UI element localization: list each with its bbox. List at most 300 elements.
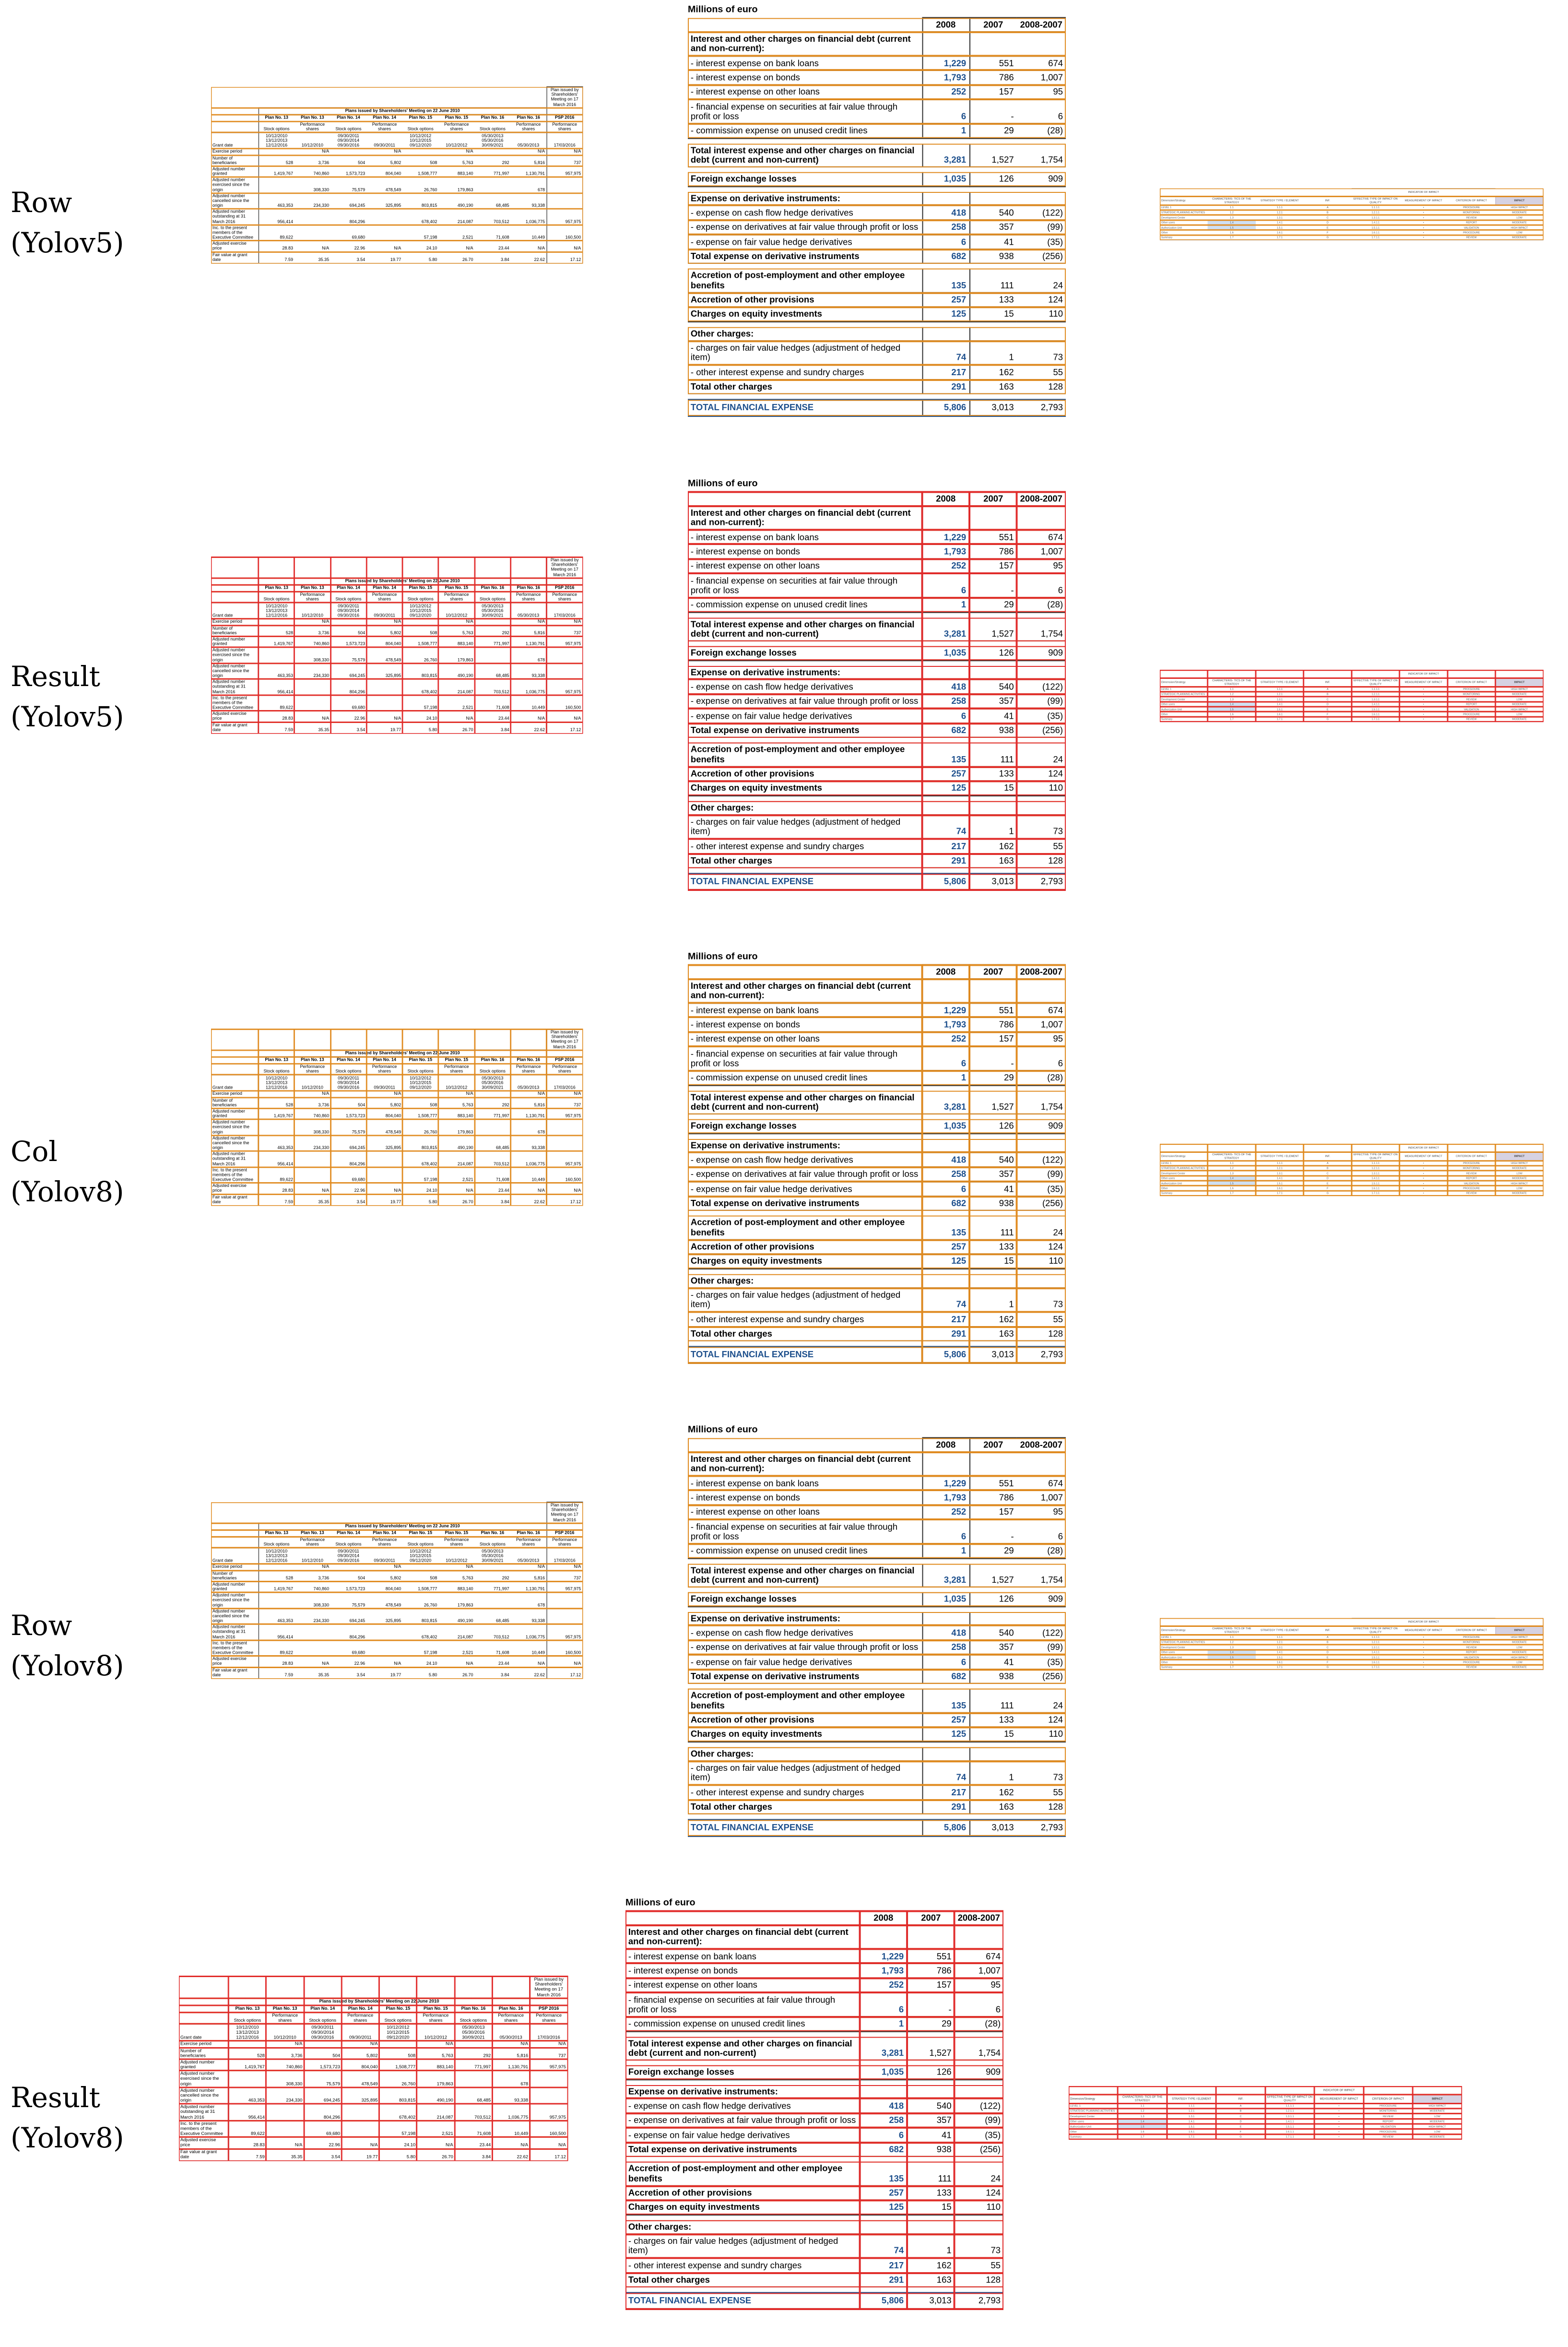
table-cell: • [1400,1166,1448,1171]
row-label-5 [11,2077,188,2158]
plan-type: Performance shares [438,592,474,603]
value-2008: 135 [922,1216,970,1240]
value-change: 73 [1017,1288,1066,1312]
table-row [688,801,1066,815]
plan-type: Performance shares [492,2012,530,2024]
value-2007: 29 [969,598,1017,612]
financial-expense-wrap-4 [688,1424,1066,1837]
plan-type: Performance shares [366,592,402,603]
value-2007: 133 [969,767,1017,781]
row-label: - other interest expense and sundry charges [688,839,922,853]
plan-header: Plan No. 13 [228,2005,266,2012]
table-cell [259,177,295,193]
col-header-change: 2008-2007 [1017,1438,1066,1452]
table-cell: A [1304,1635,1352,1639]
plan-header: Plan No. 14 [330,1530,366,1537]
impact-panel-3 [1160,1144,1544,1197]
value-change: 2,793 [1017,400,1066,415]
table-cell: 35.35 [266,2149,304,2161]
table-row [688,1216,1066,1240]
table-cell: REPORT [1448,1176,1496,1181]
row-label: Other charges: [688,327,922,341]
table-cell [228,2041,266,2048]
table-cell: G [1304,1665,1352,1670]
value-change: 6 [955,1992,1003,2017]
value-change: 124 [955,2186,1003,2200]
value-change: 909 [955,2065,1003,2079]
table-row [625,2128,1003,2142]
col-header-2007: 2007 [969,1438,1017,1452]
value-2007: 786 [907,1964,955,1978]
table-row [1160,1655,1544,1659]
table-cell: Other [1160,1660,1208,1665]
table-cell: 19.77 [342,2149,379,2161]
value-2008: 125 [922,1727,970,1742]
table-row [688,1312,1066,1327]
value-2007 [907,2085,955,2098]
value-change: (28) [1017,124,1066,138]
table-cell: 10/12/2012 [446,1085,468,1091]
value-change: 128 [1017,1327,1066,1341]
table-row [211,663,583,679]
table-cell: 1,130,791 [508,2064,529,2070]
table-cell: • [1400,692,1448,697]
column-header: CRITERION OF IMPACT [1448,1152,1496,1161]
table-cell: 68,485 [496,674,509,678]
table-cell: 23.44 [479,2143,491,2148]
table-row [1069,2109,1462,2114]
table-row [688,1046,1066,1071]
table-cell: 24.10 [426,1661,437,1667]
table-cell: 26.70 [438,252,474,263]
table-cell: 09/30/2011 [374,143,395,148]
value-2007: 111 [907,2162,955,2186]
table-cell: N/A [466,1091,473,1097]
table-cell: 703,512 [494,1162,509,1167]
row-label: - charges on fair value hedges (adjustment of hedged item) [688,341,922,365]
table-cell: 678 [537,187,545,192]
value-2007: 157 [907,1978,955,1992]
row-label: Charges on equity investments [688,1254,922,1268]
table-cell: 703,512 [494,1635,509,1640]
table-cell: Other users [1160,1176,1208,1181]
stock-plans-header-row-2 [211,1523,583,1530]
value-2008: 5,806 [922,1347,970,1363]
table-cell: 1.4 [1118,2119,1167,2124]
table-cell: 234,330 [286,2098,303,2103]
table-cell: LEVEL 1 [1160,1161,1208,1165]
value-change [1017,979,1066,1003]
value-2007: 786 [969,71,1017,85]
row-label: Adjusted number outstanding at 31 March 2016 [212,1625,246,1640]
row-label: - expense on derivatives at fair value through profit or loss [688,1167,922,1182]
table-cell: N/A [547,241,583,252]
value-2007: 41 [969,1655,1017,1669]
table-cell: HIGH IMPACT [1496,1181,1544,1185]
value-2008: 6 [922,573,970,598]
table-cell [366,1151,402,1167]
table-row [1160,1660,1544,1665]
value-2008: 1 [922,1544,970,1558]
table-cell: 17/03/2016 [530,2024,568,2041]
value-2008: 258 [922,694,970,709]
impact-panel-2 [1160,670,1544,723]
value-2008: 5,806 [860,2293,908,2309]
value-2007: 157 [969,1032,1017,1046]
table-row [1160,225,1544,230]
value-2008: 135 [922,1689,970,1713]
value-change [1017,665,1066,679]
row-label: - other interest expense and sundry charges [688,1312,922,1327]
table-cell: C [1304,1171,1352,1175]
value-2008: 1,793 [922,545,970,559]
value-2007: 126 [969,1592,1017,1606]
table-row [688,1240,1066,1254]
table-cell: 1.2.1 [1167,2109,1216,2114]
table-cell: 24.10 [426,246,437,251]
value-2008: 682 [922,249,970,263]
value-2007: 1,527 [969,617,1017,641]
table-row [688,1003,1066,1017]
table-cell: N/A [530,2137,568,2149]
plan-header: PSP 2016 [547,585,583,592]
value-change: 73 [1017,341,1066,365]
table-cell: REVIEW [1448,1645,1496,1649]
value-2008: 125 [922,307,970,321]
table-cell: 5,816 [534,1102,545,1108]
table-cell: 957,975 [547,209,583,225]
table-cell: MODERATE [1496,1665,1544,1670]
row-label: Adjusted number exercised since the origin [212,1120,249,1135]
value-change: 73 [1017,1761,1066,1785]
column-header: INF. [1304,1152,1352,1161]
table-row [688,124,1066,138]
table-cell [379,2041,417,2048]
table-cell: 57,198 [424,1650,437,1656]
col-header-2007: 2007 [969,492,1017,506]
table-row [1069,2124,1462,2129]
table-row [688,249,1066,263]
table-cell: 71,608 [496,1177,509,1183]
row-spacer [688,167,1066,172]
table-row [688,723,1066,737]
table-cell: 10,449 [531,1650,545,1656]
table-cell: 5,763 [462,1102,473,1108]
stock-plans-header-row-2 [211,108,583,115]
row-label: Foreign exchange losses [625,2065,860,2079]
table-row [688,1491,1066,1505]
table-cell: Summary [1160,1665,1208,1670]
column-header: MEASUREMENT OF IMPACT [1400,1626,1448,1635]
table-cell: REPORT [1448,1650,1496,1655]
impact-group-row [1160,670,1544,678]
table-cell: MODERATE [1496,1166,1544,1171]
value-change: (35) [1017,1182,1066,1196]
table-cell: 234,330 [313,674,330,678]
value-2007: 1 [907,2234,955,2258]
value-2008: 1,793 [922,71,970,85]
value-change: 2,793 [1017,1820,1066,1836]
table-cell [295,695,330,711]
table-cell: 804,040 [385,1587,401,1592]
table-cell: PROCEDURE [1364,2129,1413,2134]
table-cell: N/A [547,1183,583,1194]
value-2008: 1,793 [922,1491,970,1505]
row-label: Inc. to the present members of the Executive Committee [212,225,253,240]
table-cell: N/A [445,2143,453,2148]
table-cell: 179,863 [457,1602,473,1608]
table-cell: 771,997 [494,171,509,177]
table-cell: 1.7.1 [1256,1191,1304,1196]
table-row [1160,692,1544,697]
table-cell: G [1304,1191,1352,1196]
table-cell: B [1304,210,1352,215]
table-cell: 737 [530,2048,568,2059]
row-label: Charges on equity investments [688,1727,922,1742]
table-row [179,2137,568,2149]
table-cell: 35.35 [295,252,330,263]
table-cell: 504 [358,160,365,166]
row-spacer [688,1341,1066,1347]
value-2008 [922,1612,970,1625]
table-row [688,573,1066,598]
column-header: CRITERION OF IMPACT [1448,678,1496,687]
row-label: Fair value at grant date [211,722,259,734]
stock-plans-plan-row [211,115,583,121]
impact-table [1069,2086,1462,2140]
table-cell: 22.96 [354,246,365,251]
table-cell: Summary [1069,2134,1118,2139]
row-label: Total interest expense and other charges on financial debt (current and non-current) [688,1091,922,1114]
table-row [688,56,1066,70]
table-row [211,241,583,252]
table-cell: HIGH IMPACT [1496,205,1544,210]
row-label: Interest and other charges on financial debt (current and non-current): [688,1452,922,1476]
table-cell: 1.4.1 [1167,2119,1216,2124]
value-2008: 135 [922,269,970,293]
value-2007: 126 [969,172,1017,186]
plan-header: Plan No. 14 [366,1057,402,1064]
row-label: - other interest expense and sundry charges [625,2258,860,2273]
row-label: - expense on cash flow hedge derivatives [688,1626,922,1640]
table-cell: 803,815 [421,1146,437,1150]
row-label: Fair value at grant date [211,1194,259,1206]
value-change: 55 [955,2258,1003,2273]
table-cell: 1.4.1.1 [1352,220,1400,225]
table-row [211,1548,583,1564]
table-cell: 1.1 [1118,2103,1167,2109]
stock-plans-header-row-2 [211,578,583,585]
value-2008: 217 [922,365,970,379]
value-change: (99) [1017,694,1066,709]
value-2008: 1,229 [922,1003,970,1017]
row-label: Total interest expense and other charges on financial debt (current and non-current) [688,617,922,641]
table-cell: • [1400,220,1448,225]
row-label: - financial expense on securities at fair value through profit or loss [688,573,922,598]
table-cell: MODERATE [1413,2109,1462,2114]
table-cell [402,1564,438,1570]
value-2008: 217 [922,839,970,853]
financial-expense-table [688,964,1066,1364]
table-row [211,1581,583,1592]
table-row [688,617,1066,641]
table-cell: 17.12 [547,722,583,734]
table-row [688,1032,1066,1046]
plan-type: Stock options [402,1537,438,1548]
table-cell: Development Center [1160,1645,1208,1649]
table-cell: 678 [520,2081,529,2086]
value-2007: 540 [907,2099,955,2113]
column-header: IMPACT [1413,2095,1462,2104]
table-cell: N/A [322,246,330,251]
table-cell: PROCEDURE [1448,230,1496,235]
table-cell: 3.84 [474,1194,510,1206]
table-cell: 1,508,777 [395,2064,416,2070]
value-2007: 133 [969,1240,1017,1254]
table-row [688,743,1066,767]
row-spacer [688,1114,1066,1119]
value-2007: 133 [969,293,1017,307]
value-change [1017,801,1066,815]
plan-header: Plan No. 13 [295,1057,330,1064]
row-label: Adjusted number cancelled since the origin [212,193,249,208]
value-change: (99) [955,2113,1003,2128]
table-cell: N/A [394,149,401,154]
row-label: Total other charges [688,1800,922,1814]
psp-header-cell: Plan issued by Shareholders' Meeting on 17 March 2016 [547,1502,583,1523]
table-row [688,839,1066,853]
table-cell: 71,608 [477,2131,491,2137]
row-label: Other charges: [688,1747,922,1761]
table-cell: 05/30/2013 [518,613,540,618]
table-cell: HIGH IMPACT [1496,1655,1544,1659]
table-cell: 22.96 [354,1661,365,1667]
value-2007: - [907,1992,955,2017]
table-cell: 1.5 [1208,1655,1256,1659]
table-cell: 1.1.1 [1256,1635,1304,1639]
table-cell: Other [1069,2129,1118,2134]
table-cell: 504 [358,630,365,636]
value-2007: 551 [969,530,1017,544]
value-change: 124 [1017,293,1066,307]
plan-type: Stock options [259,1064,295,1075]
row-label: Accretion of other provisions [688,1713,922,1727]
table-cell: 35.35 [295,1194,330,1206]
table-cell: 1.2.1.1 [1352,692,1400,697]
table-cell [474,1091,510,1097]
table-row [688,1761,1066,1785]
table-cell: 325,895 [385,674,401,678]
value-2008 [922,506,970,530]
value-2008: 135 [922,743,970,767]
value-2008: 1,229 [922,56,970,70]
row-label: Accretion of post-employment and other employee benefits [625,2162,860,2186]
table-cell: N/A [466,149,473,154]
psp-header-cell: Plan issued by Shareholders' Meeting on 17 March 2016 [547,87,583,108]
table-cell: 89,622 [228,2121,266,2137]
value-2007 [907,1925,955,1949]
row-label: Exercise period [212,149,242,154]
table-cell: 234,330 [313,1146,330,1150]
table-cell: 2,521 [462,705,473,711]
value-2008: 1,229 [922,530,970,544]
plan-header: Plan No. 14 [366,585,402,592]
table-row [688,269,1066,293]
table-row [625,1925,1003,1949]
row-label: - interest expense on bonds [688,71,922,85]
value-2008: 418 [922,1153,970,1167]
column-header: CHARACTERIS- TICS OF THE STRATEGY [1208,1626,1256,1635]
impact-wrap [1160,188,1544,240]
table-cell: 1,130,791 [525,1587,545,1592]
value-change: 128 [1017,1800,1066,1814]
financial-expense-header [688,492,1066,506]
table-row [688,1747,1066,1761]
table-cell: 1.7.1.1 [1352,1191,1400,1196]
value-2008: 3,281 [922,143,970,167]
row-label: - other interest expense and sundry charges [688,365,922,379]
table-cell: 1,419,767 [259,1108,295,1119]
table-row [688,1091,1066,1114]
table-cell: PROCEDURE [1364,2103,1413,2109]
table-cell: 10/12/2010 [273,2035,296,2040]
plan-header: PSP 2016 [547,1057,583,1064]
value-change: 1,754 [955,2037,1003,2061]
value-2008: 74 [922,1761,970,1785]
table-cell: LOW [1496,1645,1544,1649]
table-row [1160,205,1544,210]
row-label: TOTAL FINANCIAL EXPENSE [688,1820,922,1836]
plan-type: Performance shares [547,1537,583,1548]
value-2007: 162 [969,365,1017,379]
table-row [688,85,1066,99]
value-2007: 29 [907,2017,955,2031]
table-cell: 957,975 [547,1151,583,1167]
row-label-3-line2: (Yolov8) [11,1175,124,1208]
table-cell: MODERATE [1496,702,1544,707]
plan-header: Plan No. 15 [402,1530,438,1537]
table-cell: MODERATE [1496,1640,1544,1645]
table-cell: 463,353 [259,1135,295,1151]
table-cell: 05/30/2013 [499,2035,522,2040]
table-cell: 1,130,791 [525,1114,545,1119]
plan-header: PSP 2016 [547,115,583,121]
row-label: Charges on equity investments [688,307,922,321]
table-row [688,506,1066,530]
column-header: STRATEGY TYPE / ELEMENT [1256,678,1304,687]
plan-type: Performance shares [295,121,330,133]
financial-expense-table [625,1910,1003,2310]
row-label: Adjusted number outstanding at 31 March 2016 [212,680,246,695]
value-2008: 1 [922,1071,970,1085]
value-2007 [969,191,1017,205]
table-cell: 3.84 [474,1667,510,1679]
table-cell [530,2071,568,2087]
value-2008: 3,281 [860,2037,908,2061]
table-cell: 694,245 [323,2098,341,2103]
table-cell: 1.4 [1208,702,1256,707]
table-cell: 883,140 [457,1114,473,1119]
table-cell: N/A [466,1565,473,1570]
row-label: Adjusted number outstanding at 31 March 2016 [180,2104,215,2120]
row-label: Interest and other charges on financial debt (current and non-current): [688,506,922,530]
row-label: - commission expense on unused credit lines [688,598,922,612]
table-cell: VALIDATION [1448,1655,1496,1659]
row-spacer [688,394,1066,400]
stock-plans-type-row [211,1064,583,1075]
table-cell: 1.5.1 [1256,1181,1304,1185]
table-cell: 22.96 [354,716,365,722]
